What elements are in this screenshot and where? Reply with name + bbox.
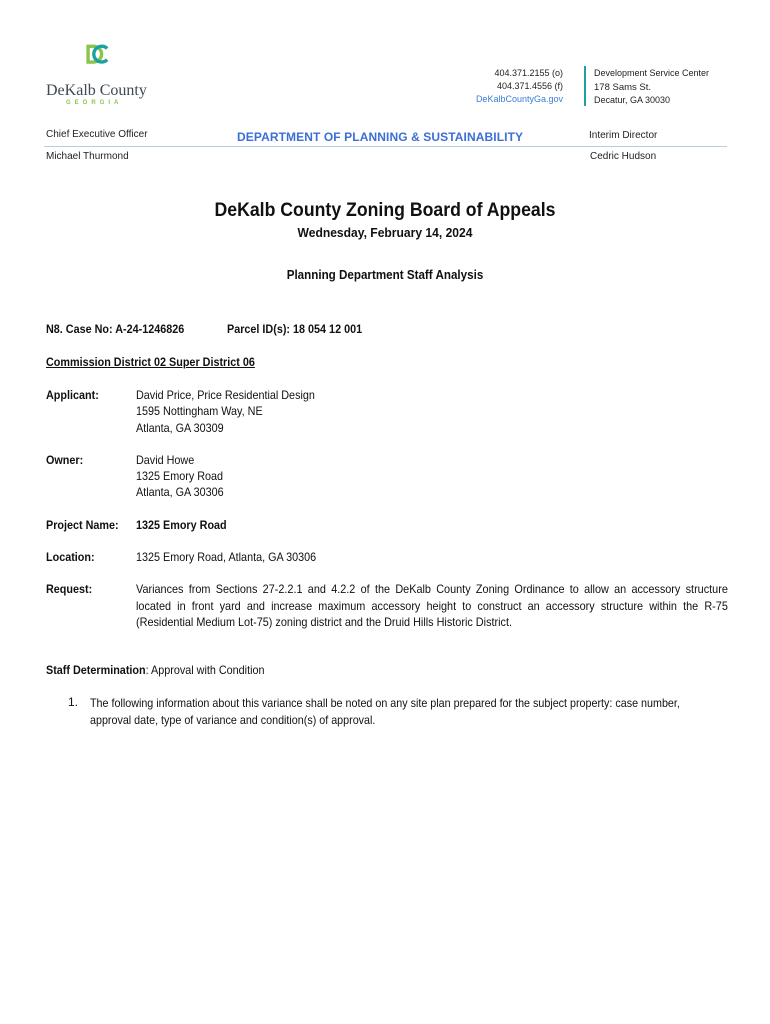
meeting-date: Wednesday, February 14, 2024 (297, 225, 473, 240)
applicant-line: David Price, Price Residential Design (136, 388, 315, 402)
owner-line: David Howe (136, 453, 195, 467)
determination-value: : Approval with Condition (145, 663, 265, 677)
determination-label: Staff Determination (46, 663, 146, 677)
office-address (594, 67, 709, 108)
applicant-label: Applicant: (46, 388, 99, 402)
location-value: 1325 Emory Road, Atlanta, GA 30306 (136, 550, 317, 564)
project-label: Project Name: (46, 518, 119, 532)
director-name: Cedric Hudson (590, 151, 657, 162)
analysis-title: Planning Department Staff Analysis (286, 268, 484, 282)
contact-block (476, 67, 563, 106)
ceo-name: Michael Thurmond (46, 151, 129, 162)
project-name: 1325 Emory Road (136, 518, 227, 532)
ceo-title: Chief Executive Officer (46, 129, 148, 140)
condition-number: 1. (68, 695, 79, 709)
logo-name: DeKalb County (46, 82, 147, 99)
website-link[interactable]: DeKalbCountyGa.gov (475, 94, 563, 104)
staff-determination (46, 662, 264, 679)
condition-text: The following information about this variance shall be noted on any site plan prepared for the subject property: case number, approval date, type of variance and condition(s) of approval. (90, 696, 680, 727)
office-street: 178 Sams St. (594, 81, 652, 93)
director-title: Interim Director (589, 130, 658, 141)
applicant-line: Atlanta, GA 30309 (136, 421, 224, 435)
fax: 404.371.4556 (f) (496, 81, 563, 91)
office-city: Decatur, GA 30030 (594, 95, 671, 105)
office-name: Development Service Center (594, 68, 710, 78)
case-number: N8. Case No: A-24-1246826 (46, 322, 185, 336)
owner-line: 1325 Emory Road (136, 469, 224, 483)
divider-bar (584, 66, 586, 106)
header-rule (44, 146, 727, 147)
district: Commission District 02 Super District 06 (46, 355, 255, 369)
phone: 404.371.2155 (o) (494, 68, 563, 78)
request-label: Request: (46, 582, 93, 596)
location-label: Location: (46, 550, 95, 564)
parcel-id: Parcel ID(s): 18 054 12 001 (227, 322, 363, 336)
department-name: DEPARTMENT OF PLANNING & SUSTAINABILITY (237, 130, 524, 144)
owner-label: Owner: (46, 453, 84, 467)
owner-line: Atlanta, GA 30306 (136, 485, 224, 499)
logo-state: GEORGIA (66, 100, 123, 106)
dekalb-logo-icon (46, 44, 156, 80)
document-title: DeKalb County Zoning Board of Appeals (214, 200, 556, 221)
applicant-line: 1595 Nottingham Way, NE (136, 404, 263, 418)
request-text: Variances from Sections 27-2.2.1 and 4.2.2 of the DeKalb County Zoning Ordinance to allow an accessory structure located in front yard and increase maximum accessory height to construct an accessory structure within the R-75 (Residential Medium Lot-75) zoning district and the Druid Hills Historic District. (136, 582, 728, 629)
